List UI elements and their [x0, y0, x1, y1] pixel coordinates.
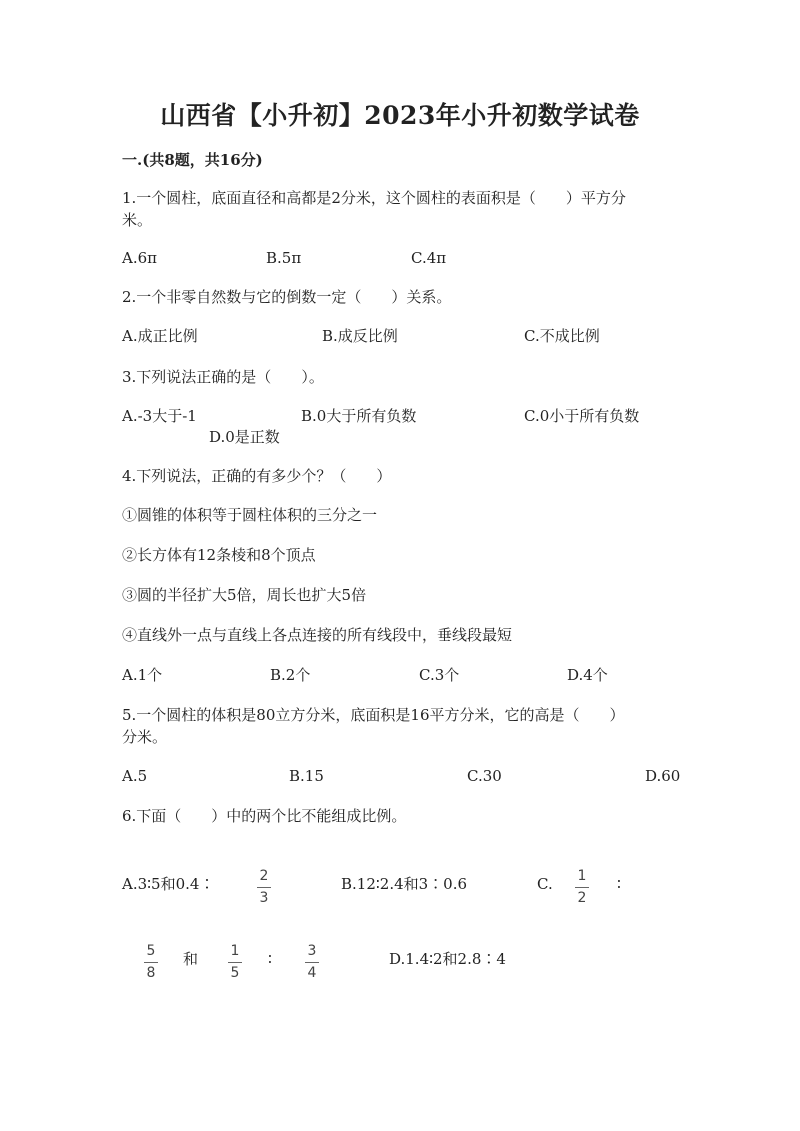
q5-option-b: B.15 [289, 767, 324, 785]
q3-stem: 3.下列说法正确的是（ ）。 [122, 368, 324, 386]
q5-option-c: C.30 [467, 767, 502, 785]
q3-option-d: D.0是正数 [209, 428, 280, 446]
fraction-bar [257, 887, 271, 888]
fraction-numerator: 1 [577, 868, 587, 884]
fraction-bar [144, 962, 158, 963]
q6-option-c-colon-2: ∶ [268, 950, 272, 968]
q6-option-c-label: C. [537, 875, 553, 893]
q4-statement-3: ③圆的半径扩大5倍，周长也扩大5倍 [122, 586, 367, 604]
q3-option-b: B.0大于所有负数 [301, 407, 417, 425]
q6-option-a-text: A.3∶5和0.4∶ [122, 875, 215, 893]
q6-option-c-fraction-1 [572, 868, 592, 907]
q4-statement-2: ②长方体有12条棱和8个顶点 [122, 546, 316, 564]
q5-option-a: A.5 [122, 767, 148, 785]
q5-stem-line1: 5.一个圆柱的体积是80立方分米，底面积是16平方分米，它的高是（ ） [122, 706, 625, 724]
q6-option-b: B.12∶2.4和3∶0.6 [341, 875, 468, 893]
fraction-bar [228, 962, 242, 963]
q4-statement-4: ④直线外一点与直线上各点连接的所有线段中，垂线段最短 [122, 626, 513, 644]
fraction-numerator: 1 [230, 943, 240, 959]
fraction-bar [305, 962, 319, 963]
q4-stem: 4.下列说法，正确的有多少个？（ ） [122, 467, 392, 485]
page-title: 山西省【小升初】2023年小升初数学试卷 [160, 101, 640, 130]
q6-option-c-fraction-4 [302, 943, 322, 982]
section-heading: 一.(共8题，共16分) [122, 151, 263, 169]
fraction-denominator: 2 [577, 890, 587, 906]
q4-option-b: B.2个 [270, 666, 311, 684]
q3-option-c: C.0小于所有负数 [524, 407, 640, 425]
q1-stem-line1: 1.一个圆柱，底面直径和高都是2分米，这个圆柱的表面积是（ ）平方分 [122, 189, 626, 207]
q6-option-c-colon-1: ∶ [617, 875, 621, 893]
q6-stem: 6.下面（ ）中的两个比不能组成比例。 [122, 807, 407, 825]
q2-stem: 2.一个非零自然数与它的倒数一定（ ）关系。 [122, 288, 452, 306]
fraction-numerator: 5 [146, 943, 156, 959]
q2-option-a: A.成正比例 [122, 327, 198, 345]
fraction-denominator: 5 [230, 965, 240, 981]
q4-statement-1: ①圆锥的体积等于圆柱体积的三分之一 [122, 506, 378, 524]
q1-option-c: C.4π [411, 249, 447, 267]
q6-option-d: D.1.4∶2和2.8∶4 [389, 950, 506, 968]
q1-option-a: A.6π [122, 249, 158, 267]
q2-option-b: B.成反比例 [322, 327, 398, 345]
q6-option-c-fraction-2 [141, 943, 161, 982]
fraction-numerator: 2 [259, 868, 269, 884]
q2-option-c: C.不成比例 [524, 327, 600, 345]
fraction-denominator: 8 [146, 965, 156, 981]
q5-option-d: D.60 [645, 767, 681, 785]
fraction-numerator: 3 [307, 943, 317, 959]
q5-stem-line2: 分米。 [122, 728, 168, 746]
fraction-denominator: 4 [307, 965, 317, 981]
q6-option-a-fraction [254, 868, 274, 907]
q1-stem-line2: 米。 [122, 211, 153, 229]
q6-option-c-fraction-3 [225, 943, 245, 982]
q6-option-c-and: 和 [183, 950, 199, 968]
q4-option-c: C.3个 [419, 666, 460, 684]
fraction-denominator: 3 [259, 890, 269, 906]
fraction-bar [575, 887, 589, 888]
q4-option-a: A.1个 [122, 666, 163, 684]
q1-option-b: B.5π [266, 249, 302, 267]
q3-option-a: A.-3大于-1 [122, 407, 197, 425]
q4-option-d: D.4个 [567, 666, 608, 684]
